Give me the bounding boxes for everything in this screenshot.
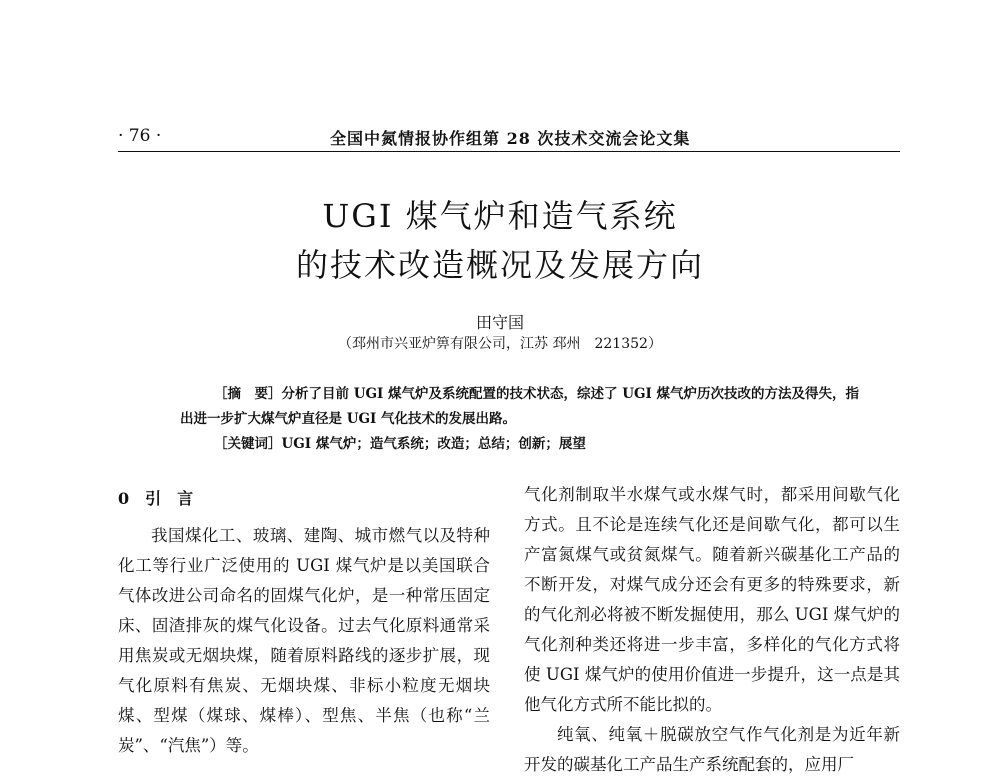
- body-paragraph: 纯氧、纯氧＋脱碳放空气作气化剂是为近年新开发的碳基化工产品生产系统配套的，应用厂: [524, 725, 900, 774]
- abstract-label: ［摘 要］: [214, 386, 282, 402]
- keywords-label: ［关键词］: [214, 436, 282, 452]
- keywords-text: UGI 煤气炉；造气系统；改造；总结；创新；展望: [281, 436, 586, 452]
- body-column-left: [118, 521, 490, 761]
- abstract-text: 分析了目前 UGI 煤气炉及系统配置的技术状态，综述了 UGI 煤气炉历次技改的方法及得失，指出进一步扩大煤气炉直径是 UGI 气化技术的发展出路。: [180, 386, 860, 427]
- section-heading: 0 引 言: [118, 489, 194, 508]
- abstract: [180, 382, 870, 432]
- keywords: [214, 432, 864, 457]
- running-header: 全国中氮情报协作组第 28 次技术交流会论文集: [330, 129, 691, 148]
- body-column-right: [524, 480, 900, 780]
- body-paragraph: 我国煤化工、玻璃、建陶、城市燃气以及特种化工等行业广泛使用的 UGI 煤气炉是以美国联合气体改进公司命名的固煤气化炉，是一种常压固定床、固渣排灰的煤气化设备。过去气化原料通常采用焦炭或无烟块煤，随着原料路线的逐步扩展，现气化原料有焦炭、无烟块煤、非标小粒度无烟块煤、型煤（煤球、煤棒）、型焦、半焦（也称“兰炭”、“汽焦”）等。: [118, 526, 490, 755]
- paper-title-line-2: 的技术改造概况及发展方向: [295, 246, 704, 284]
- author-affiliation: （邳州市兴亚炉箅有限公司，江苏 邳州 221352）: [338, 336, 662, 352]
- paper-title-line-1: UGI 煤气炉和造气系统: [322, 197, 678, 235]
- page-number: · 76 ·: [118, 126, 162, 146]
- header-rule: [118, 151, 900, 152]
- author-name: 田守国: [475, 313, 524, 332]
- body-paragraph: 气化剂制取半水煤气或水煤气时，都采用间歇气化方式。且不论是连续气化还是间歇气化，都可以生产富氮煤气或贫氮煤气。随着新兴碳基化工产品的不断开发，对煤气成分还会有更多的特殊要求，新的气化剂必将被不断发掘使用，那么 UGI 煤气炉的气化剂种类还将进一步丰富，多样化的气化方式将使 UGI 煤气炉的使用价值进一步提升，这一点是其他气化方式所不能比拟的。: [524, 485, 900, 714]
